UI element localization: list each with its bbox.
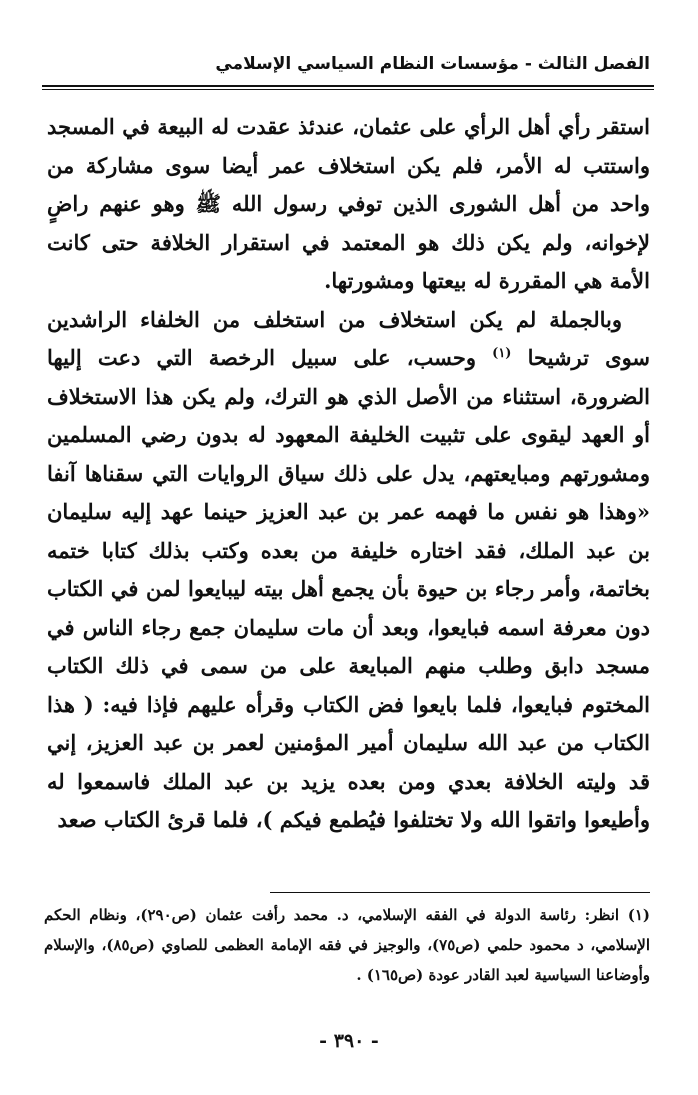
paragraph-2 <box>47 301 650 840</box>
paragraph-2-start: وبالجملة لم يكن استخلاف من استخلف من الخلفاء الراشدين سوى ترشيحا <box>47 306 651 370</box>
footnote-divider <box>270 892 650 893</box>
footnote-reference: (١) <box>492 346 512 361</box>
header-divider <box>42 85 654 87</box>
paragraph-1: استقر رأي أهل الرأي على عثمان، عندئذ عقدت له البيعة في المسجد واستتب له الأمر، فلم يكن استخلاف عمر أيضا سوى مشاركة من واحد من أهل الشورى الذين توفي رسول الله ﷺ وهو عنهم راضٍ لإخوانه، ولم يكن ذلك هو المعتمد في استقرار الخلافة حتى كانت الأمة هي المقررة له بيعتها ومشورتها. <box>47 114 650 293</box>
footnote-text: (١) انظر: رئاسة الدولة في الفقه الإسلامي، د. محمد رأفت عثمان (ص٢٩٠)، ونظام الحكم الإسلامي، د محمود حلمي (ص٧٥)، والوجيز في فقه الإمامة العظمى للصاوي (ص٨٥)، والإسلام وأوضاعنا السياسية لعبد القادر عودة (ص١٦٥) . <box>44 906 650 984</box>
header-divider-thin <box>42 89 654 90</box>
paragraph-2-rest: وحسب، على سبيل الرخصة التي دعت إليها الضرورة، استثناء من الأصل الذي هو الترك، ولم يكن هذا الاستخلاف أو العهد ليقوى على تثبيت الخليفة المعهود له بدون رضي المسلمين ومشورتهم ومبايعتهم، يدل على ذلك سياق الروايات التي سقناها آنفا «وهذا هو نفس ما فهمه عمر بن عبد العزيز حينما عهد إليه سليمان بن عبد الملك، فقد اختاره خليفة من بعده وكتب بذلك كتابا ختمه بخاتمة، وأمر رجاء بن حيوة بأن يجمع أهل بيته ليبايعوا لمن في الكتاب دون معرفة اسمه فبايعوا، وبعد أن مات سليمان جمع رجاء الناس في مسجد دابق وطلب منهم المبايعة على من سمى في ذلك الكتاب المختوم فبايعوا، فلما بايعوا فض الكتاب وقرأه عليهم فإذا فيه: ( هذا الكتاب من عبد الله سليمان أمير المؤمنين لعمر بن عبد العزيز، إني قد وليته الخلافة بعدي ومن بعده يزيد بن عبد الملك فاسمعوا له وأطيعوا واتقوا الله ولا تختلفوا فيُطمع فيكم )، فلما قرئ الكتاب صعد <box>47 345 650 832</box>
main-text <box>47 108 650 840</box>
page-number: - ٣٩٠ - <box>319 1030 379 1052</box>
running-header-title: الفصل الثالث - مؤسسات النظام السياسي الإسلامي <box>215 54 650 74</box>
